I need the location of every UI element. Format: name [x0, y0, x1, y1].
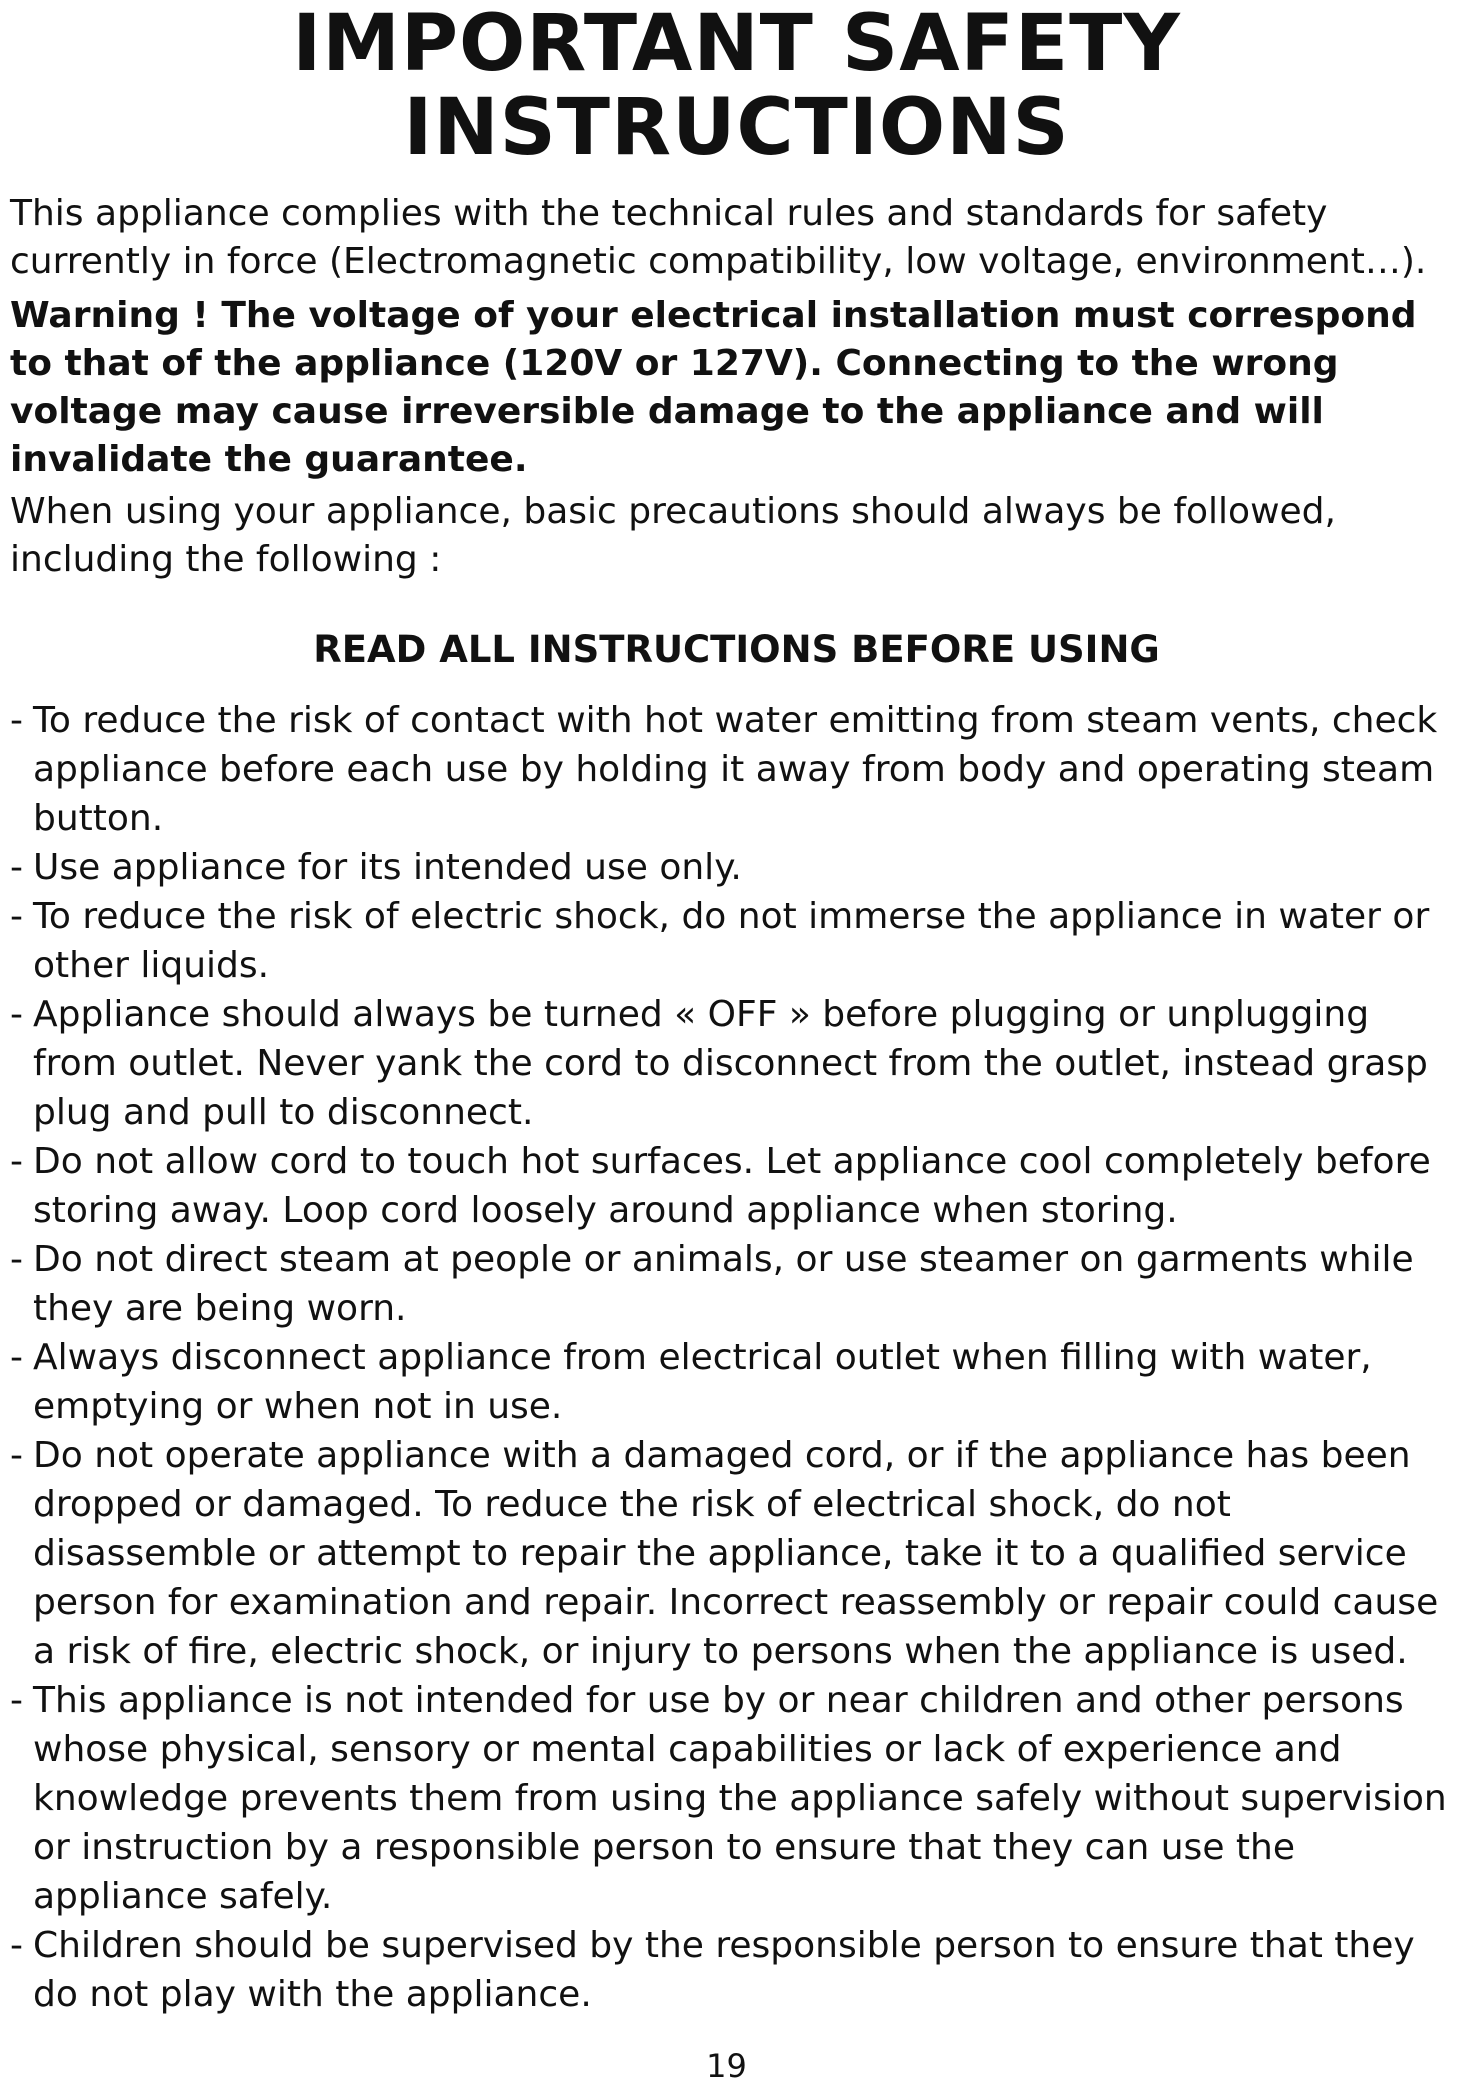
bullet-dash: - [10, 700, 23, 741]
list-item-text: Do not direct steam at people or animals, or use steamer on garments while they are being worn. [33, 1239, 1414, 1329]
list-item-text: To reduce the risk of electric shock, do not immerse the appliance in water or other liquids. [33, 896, 1430, 986]
safety-instructions-list [10, 696, 1463, 2019]
read-instructions-heading: READ ALL INSTRUCTIONS BEFORE USING [313, 628, 1160, 671]
bullet-dash: - [10, 1925, 23, 1966]
bullet-dash: - [10, 1337, 23, 1378]
list-item [10, 1921, 1463, 2019]
page-title-line-2: INSTRUCTIONS [403, 83, 1070, 173]
list-item [10, 1137, 1463, 1235]
precautions-paragraph: When using your appliance, basic precautions should always be followed, including the following : [10, 491, 1336, 580]
list-item [10, 1431, 1463, 1676]
bullet-dash: - [10, 1239, 23, 1280]
voltage-warning: Warning ! The voltage of your electrical installation must correspond to that of the appliance (120V or 127V). Connecting to the wrong voltage may cause irreversible damage to the appliance and will invalidate the guarantee. [10, 295, 1417, 480]
list-item [10, 1235, 1463, 1333]
list-item [10, 990, 1463, 1137]
list-item-text: This appliance is not intended for use by or near children and other persons whose physical, sensory or mental capabilities or lack of experience and knowledge prevents them from using the appliance safely without supervision or instruction by a responsible person to ensure that they can use the appliance safely. [33, 1680, 1447, 1917]
list-item-text: Children should be supervised by the responsible person to ensure that they do not play with the appliance. [33, 1925, 1415, 2015]
bullet-dash: - [10, 896, 23, 937]
list-item [10, 1333, 1463, 1431]
page-title-line-1: IMPORTANT SAFETY [292, 0, 1181, 89]
list-item [10, 843, 1463, 892]
list-item [10, 1676, 1463, 1921]
list-item-text: To reduce the risk of contact with hot water emitting from steam vents, check appliance before each use by holding it away from body and operating steam button. [33, 700, 1438, 839]
page-number: 19 [706, 2047, 747, 2085]
list-item-text: Do not allow cord to touch hot surfaces. Let appliance cool completely before storing away. Loop cord loosely around appliance when storing. [33, 1141, 1431, 1231]
list-item [10, 696, 1463, 843]
intro-paragraph: This appliance complies with the technical rules and standards for safety currently in force (Electromagnetic compatibility, low voltage, environment…). [10, 193, 1427, 282]
bullet-dash: - [10, 847, 23, 888]
bullet-dash: - [10, 1435, 23, 1476]
bullet-dash: - [10, 1141, 23, 1182]
list-item-text: Do not operate appliance with a damaged cord, or if the appliance has been dropped or damaged. To reduce the risk of electrical shock, do not disassemble or attempt to repair the appliance, take it to a qualified service person for examination and repair. Incorrect reassembly or repair could cause a risk of fire, electric shock, or injury to persons when the appliance is used. [33, 1435, 1439, 1672]
list-item [10, 892, 1463, 990]
list-item-text: Use appliance for its intended use only. [33, 847, 742, 888]
list-item-text: Appliance should always be turned « OFF » before plugging or unplugging from outlet. Never yank the cord to disconnect from the outlet, instead grasp plug and pull to disconnect. [33, 994, 1428, 1133]
document-page [10, 0, 1463, 2100]
page-title [10, 0, 1463, 173]
list-item-text: Always disconnect appliance from electrical outlet when filling with water, emptying or when not in use. [33, 1337, 1372, 1427]
bullet-dash: - [10, 994, 23, 1035]
bullet-dash: - [10, 1680, 23, 1721]
